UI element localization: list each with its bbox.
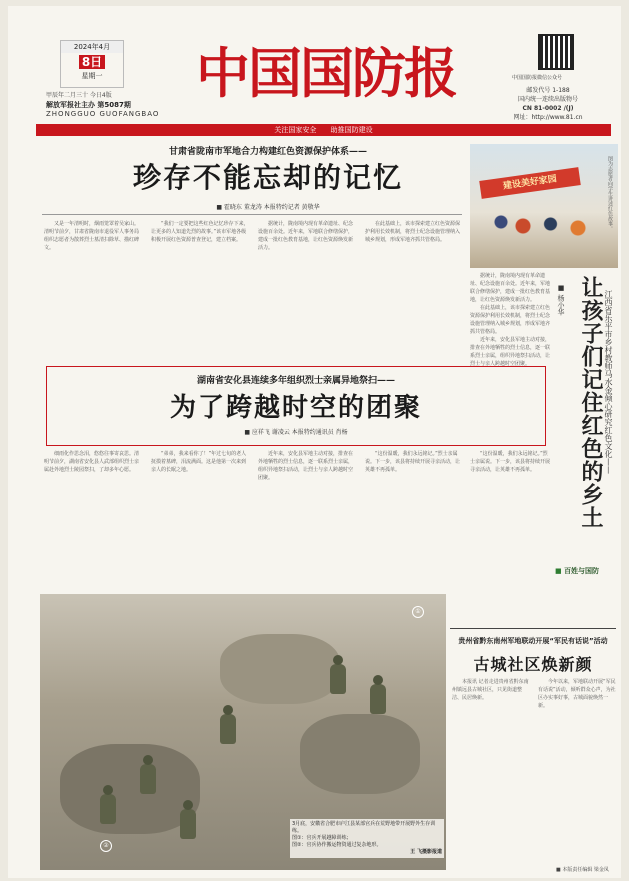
slogan-left: 关注国家安全 <box>274 126 317 134</box>
date-day: 8日 <box>79 55 105 69</box>
masthead-title: 中国国防报 <box>196 40 456 105</box>
story1-title: 珍存不能忘却的记忆 <box>132 161 403 194</box>
qr-code-icon <box>538 34 574 70</box>
qr-caption: 中国国防报微信公众号 <box>512 75 563 81</box>
ad-logo: ■ 百姓与国防 <box>555 566 599 576</box>
photo-banner: 建设美好家园 <box>479 167 581 199</box>
story1-column: 在此基础上，该市探索建立红色资源保护利用长效机制，将烈士纪念设施管理纳入城乡规划，形成军地齐抓共管格局。 <box>365 221 461 243</box>
publication-info <box>508 86 588 122</box>
side-story-headline <box>554 270 620 552</box>
website: 网址：http://www.81.cn <box>513 114 583 121</box>
story2-body <box>44 450 464 586</box>
story1-column: 据统计，陇南境内现有革命遗址、纪念设施百余处。近年来，军地联合修缮保护，建成一批红色教育基地，让红色资源焕发新活力。 <box>258 221 354 251</box>
story2-kicker: 湖南省安化县连续多年组织烈士亲属异地祭扫—— <box>196 376 395 386</box>
photo-rock <box>220 634 340 704</box>
soldier-figure <box>140 764 156 794</box>
story2-headline-box <box>46 366 546 446</box>
issn-code: 邮发代号 1-188 <box>526 87 570 94</box>
side-story-kicker: 江西省乐平市乡村教师马水金倾心研究红色文化—— <box>604 290 613 474</box>
photo-number-1: ① <box>412 606 424 618</box>
story2-title: 为了跨越时空的团聚 <box>169 393 422 423</box>
story1-column: “我们一定要把这些红色记忆珍存下来，让更多的人知道先烈的故事。”该市军地各级积极开展红色资源普查登记，建立档案。 <box>151 221 249 243</box>
story2-column: 细雨化作思念泪，悠悠往事寄哀思。清明节前夕，湖南省安化县人武部组织烈士亲属赴外地烈士陵园祭扫，了却多年心愿。 <box>44 451 140 473</box>
story1-kicker: 甘肃省陇南市军地合力构建红色资源保护体系—— <box>168 147 367 157</box>
cn-number: CN 81-0002 /(J) <box>522 105 574 112</box>
soldier-figure <box>180 809 196 839</box>
slogan-banner <box>36 124 611 136</box>
side-story-title: 让孩子们记住红色的乡土 <box>578 276 604 529</box>
story2-column: “这份温暖，我们永远铭记。”烈士亲属说。下一步，该县将持续开展寻亲活动，让英雄不再孤单。 <box>365 451 461 473</box>
photo-credit: 王 飞摄影报道 <box>410 849 442 855</box>
training-photo <box>40 594 446 870</box>
story1-body <box>44 220 464 360</box>
side-story-byline: ■ 杨小华 <box>557 284 565 316</box>
story3-kicker: 贵州省黔东南州军地联动开展“军民有话说”活动 <box>458 637 608 645</box>
story2-column: “这份温暖，我们永远铭记。”烈士亲属说。下一步，该县将持续开展寻亲活动，让英雄不再孤单。 <box>470 451 550 473</box>
story2-body-right <box>470 450 550 560</box>
masthead-pinyin: ZHONGGUO GUOFANGBAO <box>46 110 160 118</box>
date-year-month: 2024年4月 <box>61 41 123 53</box>
story2-column: “弟弟，我来看你了！”年过七旬的老人抚摸着墓碑，泪流满面。这是他第一次来到亲人的长眠之地。 <box>151 451 247 473</box>
story2-byline: ■ 应祥飞 谢凌云 本报特约通讯员 肖杨 <box>244 429 348 436</box>
photo-number-2: ② <box>100 840 112 852</box>
photo-rock <box>300 714 420 794</box>
story3-column: 本报讯 记者走进贵州省黔东南州镇远县古城社区，只见街道整洁、民居焕新。 <box>452 679 529 701</box>
story1-column: 又是一年清明时，烟雨笼罩着吴家山。清明节前夕，甘肃省陇南市退役军人事务局组织志愿者为散葬烈士墓清扫除草、描红碑文。 <box>44 221 140 251</box>
story3-column: 今年以来，军地联动开展“军民有话说”活动，倾听群众心声，为社区办实事好事，古城面貌焕然一新。 <box>538 679 616 709</box>
photo-people <box>490 206 600 246</box>
date-weekday: 星期一 <box>81 72 103 80</box>
soldier-figure <box>100 794 116 824</box>
publisher-line: 解放军报社主办 第5087期 <box>46 101 131 109</box>
story2-column: 近年来，安化县军地主动对接，排查在外地牺牲的烈士信息，逐一联系烈士亲属，组织异地祭扫活动，让烈士与亲人跨越时空团聚。 <box>258 451 354 481</box>
newspaper-page <box>8 6 621 878</box>
soldier-figure <box>370 684 386 714</box>
story1-byline: ■ 霍晓东 董龙涛 本报特约记者 黄敬华 <box>216 204 320 211</box>
lunar-date: 甲辰年二月三十 今日4版 <box>46 92 112 99</box>
volunteer-photo <box>470 144 618 268</box>
story3-body <box>452 678 616 858</box>
photo-rock <box>60 744 200 834</box>
divider <box>450 628 616 629</box>
side-story-column: 据统计，陇南境内现有革命遗址、纪念设施百余处。近年来，军地联合修缮保护，建成一批红色教育基地，让红色资源焕发新活力。 在此基础上，该市探索建立红色资源保护利用长效机制，将烈士纪念设施管理纳入城乡规划，形成军地齐抓共管格局。 近年来，安化县军地主动对接，排查在外地牺牲的烈士信息，逐一联系烈士亲属，组织异地祭扫活动，让烈士与亲人跨越时空团聚。 <box>470 273 550 367</box>
photo2-caption: 3月底，安徽省合肥市庐江县某部官兵在荒野地带开展野外生存训练。 图①：官兵开展越障训练； 图②：官兵协作搬运物资通过复杂地形。 王 飞摄影报道 <box>290 819 444 858</box>
page-editor: ■ 本版责任编辑 梁金凤 <box>556 867 609 873</box>
soldier-figure <box>220 714 236 744</box>
date-box <box>60 40 124 88</box>
slogan-right: 助推国防建设 <box>330 126 373 134</box>
divider <box>42 214 462 215</box>
story3-title: 古城社区焕新颜 <box>473 655 593 674</box>
photo1-caption: 图为志愿者向学生讲述红色故事。 <box>607 156 613 231</box>
cn-label: 国内统一连续出版物号 <box>517 96 578 103</box>
soldier-figure <box>330 664 346 694</box>
